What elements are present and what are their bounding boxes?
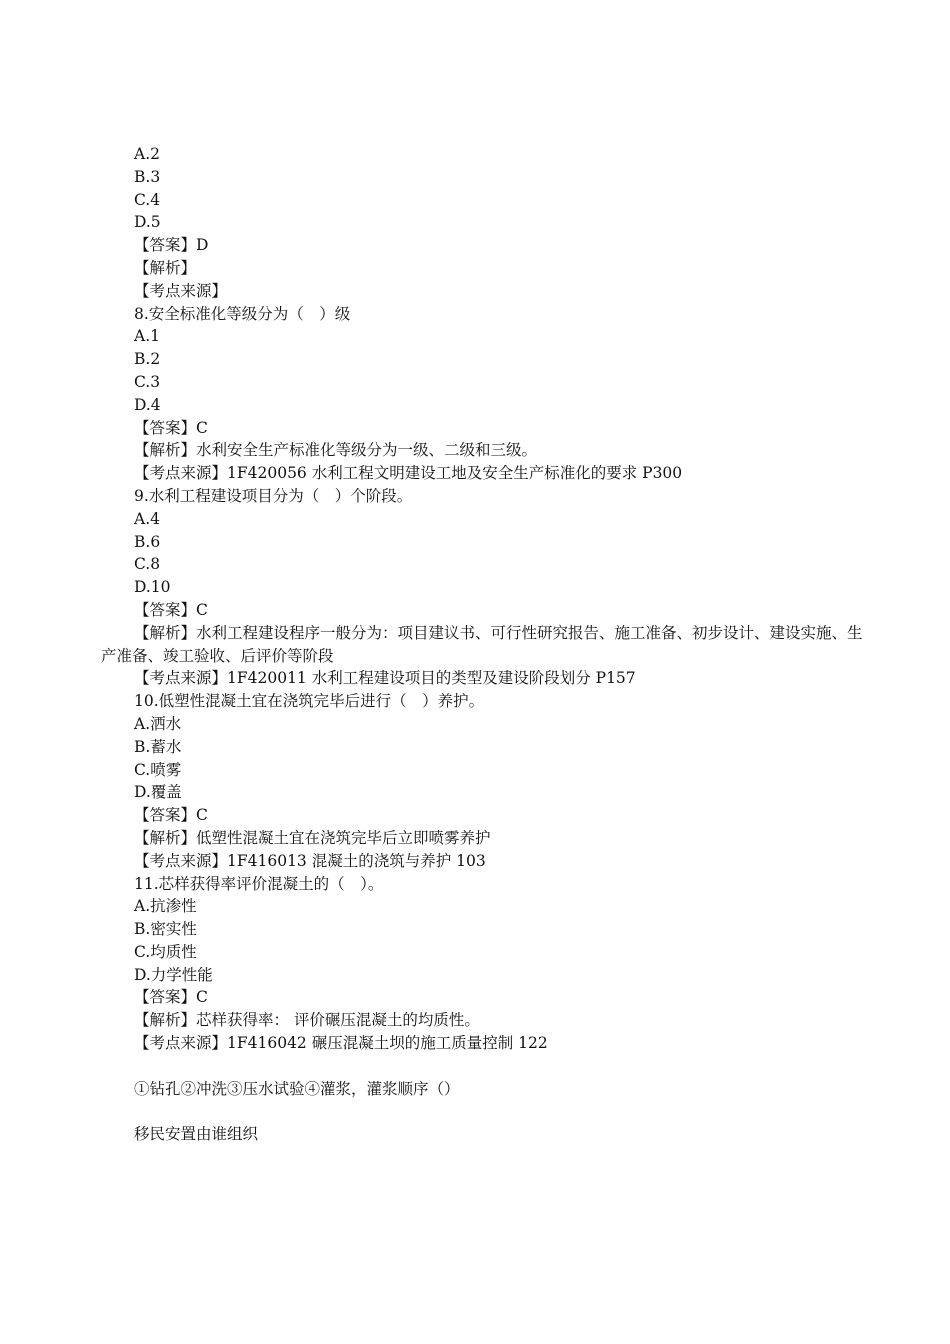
source-line: 【考点来源】1F420011 水利工程建设项目的类型及建设阶段划分 P157 [134,669,636,688]
option-line: B.密实性 [134,920,197,939]
option-line: D.力学性能 [134,965,213,984]
question-8: 8.安全标准化等级分为（ ）级 [134,304,351,323]
option-line: A.4 [134,509,160,528]
option-line: C.喷雾 [134,760,182,779]
analysis-line: 【解析】 [134,258,197,277]
option-line: C.均质性 [134,942,197,961]
option-line: C.8 [134,555,161,574]
source-line: 【考点来源】1F416042 碾压混凝土坝的施工质量控制 122 [134,1034,548,1053]
question-11: 11.芯样获得率评价混凝土的（ ）。 [134,874,384,893]
option-line: B.3 [134,167,161,186]
option-line: A.洒水 [134,714,182,733]
source-line: 【考点来源】 [134,281,228,300]
answer-line: 【答案】D [134,236,209,255]
source-line: 【考点来源】1F416013 混凝土的浇筑与养护 103 [134,851,486,870]
question-10: 10.低塑性混凝土宜在浇筑完毕后进行（ ）养护。 [134,692,485,711]
blank-line [101,1055,871,1078]
option-line: A.抗渗性 [134,897,197,916]
option-line: C.4 [134,190,161,209]
question-9: 9.水利工程建设项目分为（ ）个阶段。 [134,486,413,505]
analysis-line: 【解析】水利安全生产标准化等级分为一级、二级和三级。 [134,441,538,460]
blank-line [101,1100,871,1123]
analysis-line: 【解析】低塑性混凝土宜在浇筑完毕后立即喷雾养护 [134,828,491,847]
answer-line: 【答案】C [134,600,208,619]
option-line: D.4 [134,395,161,414]
option-line: B.2 [134,350,161,369]
analysis-line: 【解析】芯样获得率： 评价碾压混凝土的均质性。 [134,1011,480,1030]
option-line: A.1 [134,327,160,346]
option-line: B.蓄水 [134,737,182,756]
option-line: B.6 [134,532,161,551]
source-line: 【考点来源】1F420056 水利工程文明建设工地及安全生产标准化的要求 P300 [134,464,683,483]
document-body [101,143,871,1146]
note-line: ①钻孔②冲洗③压水试验④灌浆，灌浆顺序（） [134,1079,460,1098]
note-line: 移民安置由谁组织 [134,1125,259,1144]
answer-line: 【答案】C [134,988,208,1007]
option-line: A.2 [134,145,160,163]
analysis-line: 【解析】水利工程建设程序一般分为：项目建议书、可行性研究报告、施工准备、初步设计、建设实施、生产准备、竣工验收、后评价等阶段 [101,623,863,665]
option-line: C.3 [134,372,161,391]
answer-line: 【答案】C [134,806,208,825]
option-line: D.覆盖 [134,783,182,802]
option-line: D.5 [134,213,161,232]
option-line: D.10 [134,578,171,597]
answer-line: 【答案】C [134,418,208,437]
